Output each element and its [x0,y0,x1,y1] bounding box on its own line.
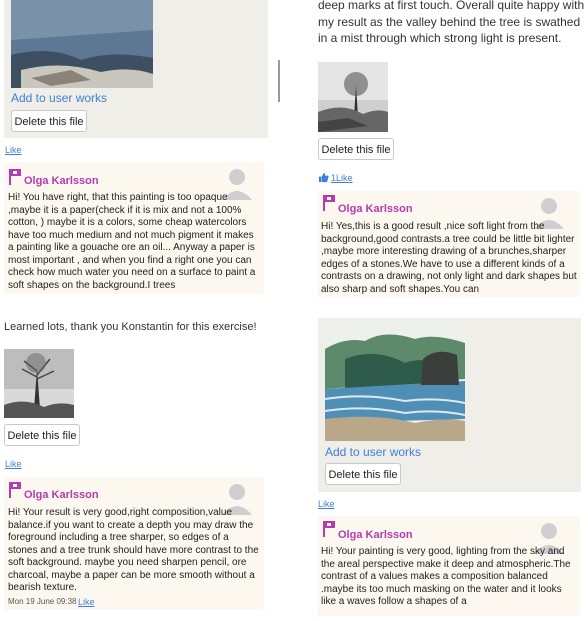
flag-icon [322,520,336,538]
comment-text: Hi! Your painting is very good, lighting from the sky and the areal perspective make it deep and atmospheric.The contrast of a values makes a composition balanced .maybe its too much masking on the water and it looks like a waves follow a shapes of a [321,546,571,607]
delete-file-button[interactable]: Delete this file [11,110,87,132]
post-thumbnail[interactable] [318,62,388,132]
post-text: deep marks at first touch. Overall quite happy with my result as the valley behind the tree is swathed in a mist through which strong light is present. [318,0,585,45]
comment-card [318,516,580,616]
comment-text: Hi! Your result is very good,right composition,value balance.if you want to create a depth you may draw the foreground including a tree sharper, so edges of a stones and a tree trunk should have more contrast to the soft background. maybe you need sharpen pencil, ore charcoal, maybe a paper can be more smooth without a bearish texture. [8,507,259,593]
flag-icon [8,481,22,499]
comment-date: Mon 19 June 09:38 [8,597,77,606]
delete-file-button[interactable]: Delete this file [318,138,394,160]
add-to-user-works-link[interactable]: Add to user works [325,445,422,459]
comment-card [4,162,264,294]
scrollbar[interactable] [278,60,280,102]
comment-card [4,477,264,610]
like-link[interactable]: Like [336,173,353,183]
comment-card [318,191,580,297]
flag-icon [322,194,336,212]
delete-file-button[interactable]: Delete this file [4,424,80,446]
comment-text: Hi! Yes,this is a good result ,nice soft light from the background,good contrasts.a tree could be little bit lighter ,maybe more interesting drawing of a brunches,sharper edges of a stones.We have to use a different kinds of a contrasts on a drawing, not only light and dark shapes but also sharp and soft shapes.You can [321,221,577,295]
like-link[interactable]: Like [78,597,95,607]
post-text: Learned lots, thank you Konstantin for this exercise! [4,321,257,333]
delete-file-button[interactable]: Delete this file [325,463,401,485]
comment-author[interactable]: Olga Karlsson [338,529,413,541]
flag-icon [8,168,22,186]
left-artwork-thumbnail[interactable] [11,0,153,88]
like-link[interactable]: Like [318,499,335,509]
like-count: 1 [331,173,337,183]
like-link[interactable]: Like [5,145,22,155]
comment-author[interactable]: Olga Karlsson [24,489,99,501]
thumbs-up-icon[interactable] [318,172,329,183]
post-thumbnail[interactable] [4,349,74,418]
like-link[interactable]: Like [5,459,22,469]
comment-author[interactable]: Olga Karlsson [338,203,413,215]
artwork-thumbnail[interactable] [325,319,465,441]
comment-author[interactable]: Olga Karlsson [24,175,99,187]
add-to-user-works-link[interactable]: Add to user works [11,91,108,105]
comment-text: Hi! You have right, that this painting is too opaque ,maybe it is a paper(check if it is mix and not a 100% cotton, ) maybe it is a colors, some cheap watercolors have too much medium and not much pigment it makes a painting like a gouache ore an oil... Anyway a paper is most important , and when you find a right one you can check how much water you need on a surface to paint a soft shapes on the background.I trees [8,192,256,291]
